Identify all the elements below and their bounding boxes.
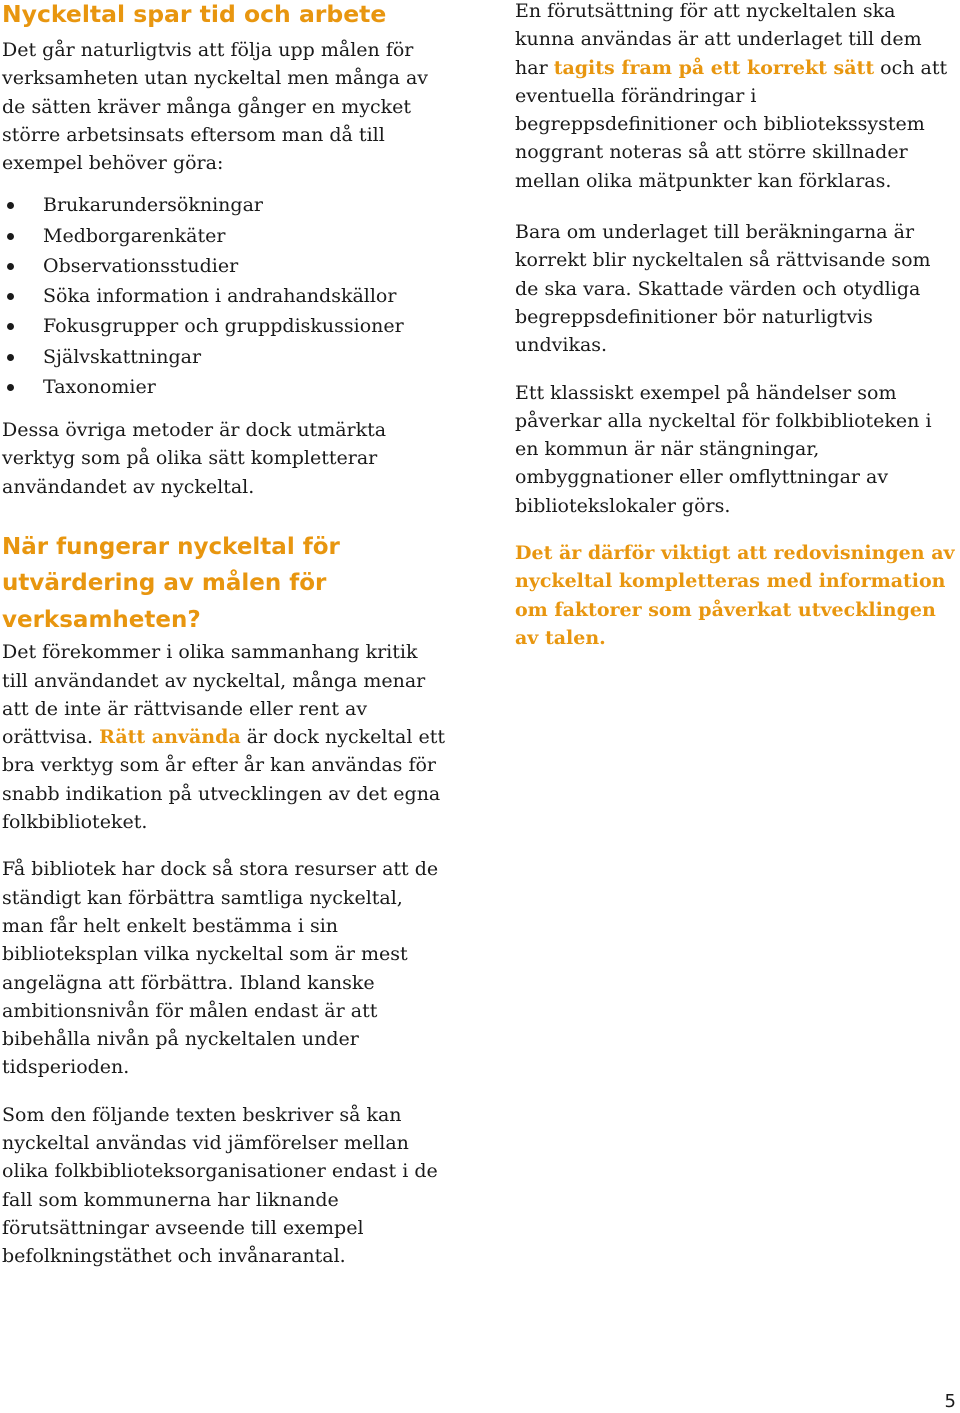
right-column <box>515 0 958 652</box>
highlight-text: Rätt använda <box>99 726 241 749</box>
list-item: Fokusgrupper och gruppdiskussioner <box>2 311 447 341</box>
methods-summary-paragraph: Dessa övriga metoder är dock utmärkta verktyg som på olika sätt kompletterar användandet av nyckeltal. <box>2 418 387 498</box>
highlight-text: tagits fram på ett korrekt sätt <box>553 56 875 79</box>
methods-list <box>2 190 447 401</box>
bullet-icon <box>7 202 14 209</box>
criticism-paragraph: Det förekommer i olika sammanhang kritik till användandet av nyckeltal, många menar att de inte är rättvisande eller rent av orättvisa. Rätt använda är dock nyckeltal ett bra verktyg som år efter år kan användas för snabb indikation på utvecklingen av det egna folkbiblioteket. <box>2 641 446 834</box>
intro-paragraph: Det går naturligtvis att följa upp målen för verksamheten utan nyckeltal men många av de sätten kräver många gånger en mycket större arbetsinsats eftersom man då till exempel behöver göra: <box>2 39 429 175</box>
resources-paragraph: Få bibliotek har dock så stora resurser att de ständigt kan förbättra samtliga nyckeltal, man får helt enkelt bestämma i sin biblioteksplan vilka nyckeltal som är mest angelägna att förbättra. Ibland kanske ambitionsnivån för målen endast är att bibehålla nivån på nyckeltalen under tidsperioden. <box>2 858 439 1079</box>
bullet-icon <box>7 233 14 240</box>
left-column <box>2 0 447 1271</box>
list-item: Brukarundersökningar <box>2 190 447 220</box>
bullet-icon <box>7 293 14 300</box>
list-item: Observationsstudier <box>2 251 447 281</box>
list-item: Taxonomier <box>2 372 447 402</box>
prerequisite-paragraph: En förutsättning för att nyckeltalen ska kunna användas är att underlaget till dem har tagits fram på ett korrekt sätt och att eventuella förändringar i begreppsdefinitioner och bibliotekssystem noggrant noteras så att större skillnader mellan olika mätpunkter kan förklaras. <box>515 0 948 192</box>
list-item: Självskattningar <box>2 342 447 372</box>
section-heading: När fungerar nyckeltal för utvärdering av målen för verksamheten? <box>2 533 340 633</box>
page-title: Nyckeltal spar tid och arbete <box>2 0 387 28</box>
comparison-paragraph: Som den följande texten beskriver så kan nyckeltal användas vid jämförelser mellan olika folkbiblioteksorganisationer endast i de fall som kommunerna har liknande förutsättningar avseende till exempel befolkningstäthet och invånarantal. <box>2 1103 438 1268</box>
conclusion-paragraph: Det är därför viktigt att redovisningen av nyckeltal kompletteras med information om faktorer som påverkat utvecklingen av talen. <box>515 542 955 649</box>
example-paragraph: Ett klassiskt exempel på händelser som påverkar alla nyckeltal för folkbiblioteken i en kommun är när stängningar, ombyggnationer eller omflyttningar av bibliotekslokaler görs. <box>515 381 932 517</box>
bullet-icon <box>7 263 14 270</box>
bullet-icon <box>7 323 14 330</box>
bullet-icon <box>7 384 14 391</box>
bullet-icon <box>7 354 14 361</box>
list-item: Medborgarenkäter <box>2 221 447 251</box>
accuracy-paragraph: Bara om underlaget till beräkningarna är korrekt blir nyckeltalen så rättvisande som de ska vara. Skattade värden och otydliga begreppsdefinitioner bör naturligtvis undvikas. <box>515 221 931 357</box>
list-item: Söka information i andrahandskällor <box>2 281 447 311</box>
page-number: 5 <box>944 1391 956 1412</box>
